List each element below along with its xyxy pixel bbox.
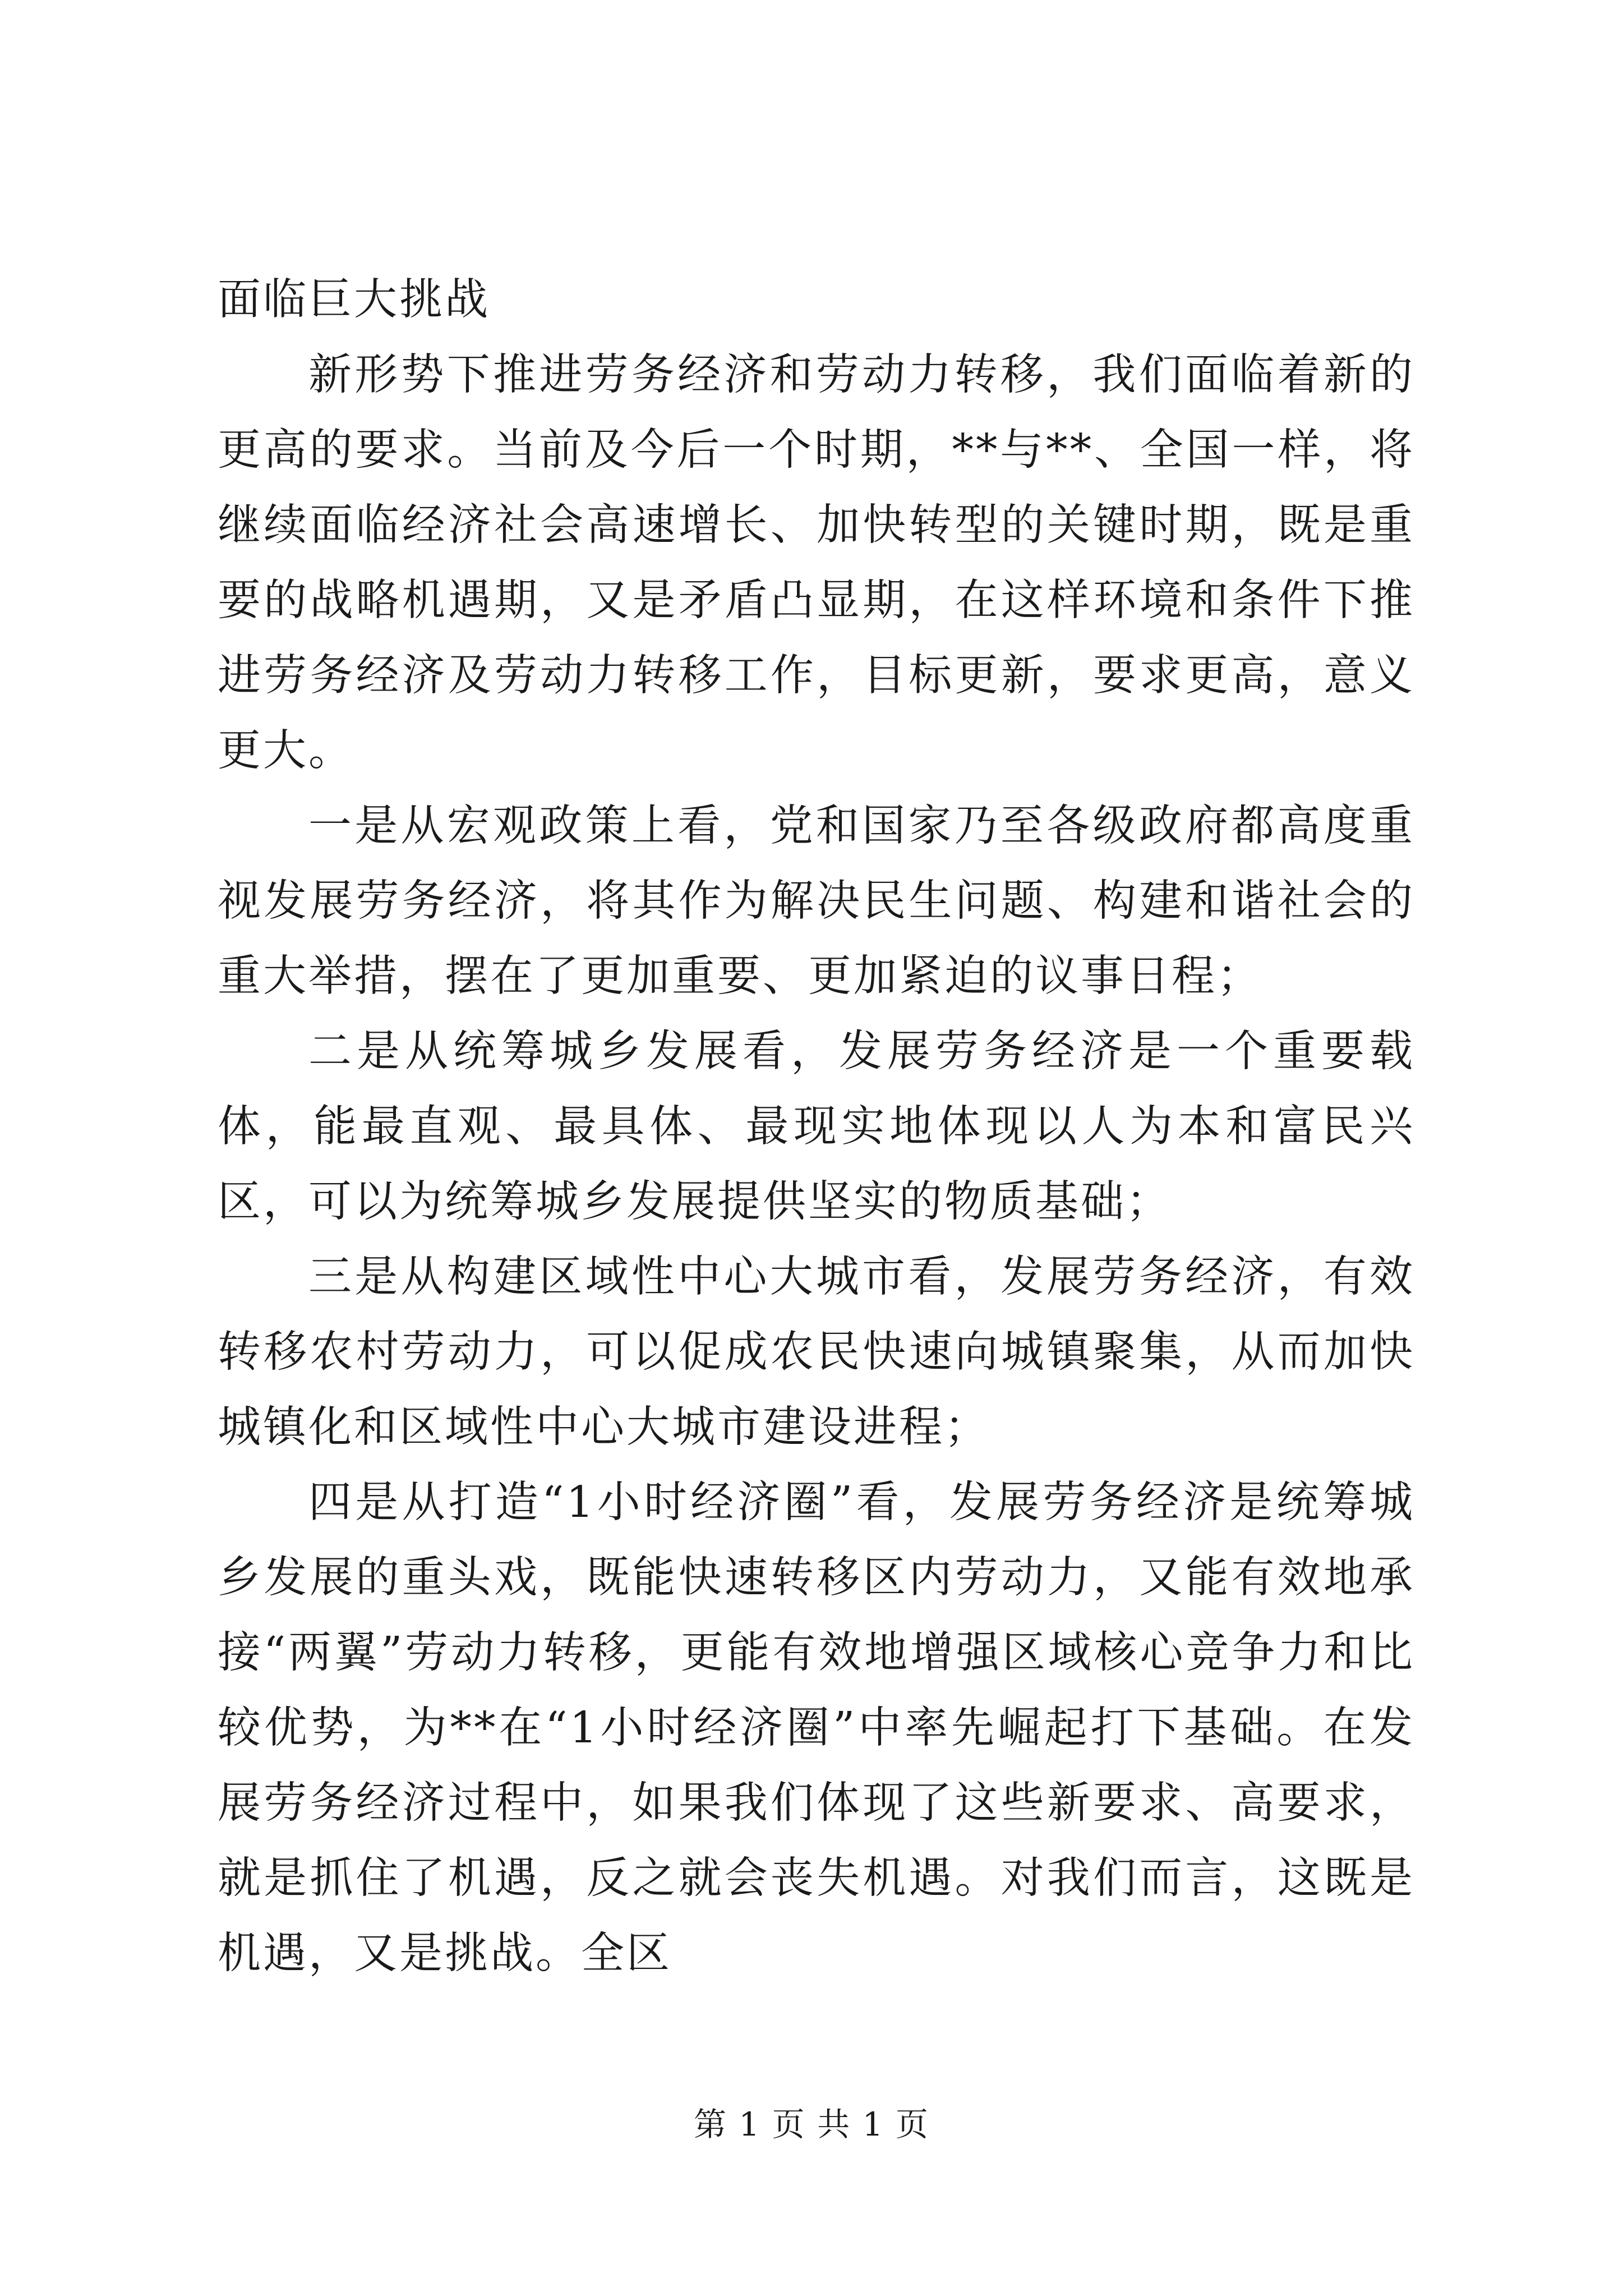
paragraph-macro-policy: 一是从宏观政策上看，党和国家乃至各级政府都高度重视发展劳务经济，将其作为解决民生问题、构建和谐社会的重大举措，摆在了更加重要、更加紧迫的议事日程； xyxy=(218,801,1415,1001)
paragraph-heading: 面临巨大挑战 xyxy=(218,275,490,325)
paragraph-urban-rural: 二是从统筹城乡发展看，发展劳务经济是一个重要载体，能最直观、最具体、最现实地体现以人为本和富民兴区，可以为统筹城乡发展提供坚实的物质基础； xyxy=(218,1027,1415,1227)
document-body xyxy=(218,263,1415,1991)
paragraph-economic-circle: 四是从打造“1小时经济圈”看，发展劳务经济是统筹城乡发展的重头戏，既能快速转移区内劳动力，又能有效地承接“两翼”劳动力转移，更能有效地增强区域核心竞争力和比较优势，为**在“1小时经济圈”中率先崛起打下基础。在发展劳务经济过程中，如果我们体现了这些新要求、高要求，就是抓住了机遇，反之就会丧失机遇。对我们而言，这既是机遇，又是挑战。全区 xyxy=(218,1478,1415,1978)
paragraph-new-situation: 新形势下推进劳务经济和劳动力转移，我们面临着新的更高的要求。当前及今后一个时期，**与**、全国一样，将继续面临经济社会高速增长、加快转型的关键时期，既是重要的战略机遇期，又是矛盾凸显期，在这样环境和条件下推进劳务经济及劳动力转移工作，目标更新，要求更高，意义更大。 xyxy=(218,350,1415,776)
paragraph-regional-city: 三是从构建区域性中心大城市看，发展劳务经济，有效转移农村劳动力，可以促成农民快速向城镇聚集，从而加快城镇化和区域性中心大城市建设进程； xyxy=(218,1252,1415,1452)
page-number-footer: 第 1 页 共 1 页 xyxy=(694,2105,929,2143)
